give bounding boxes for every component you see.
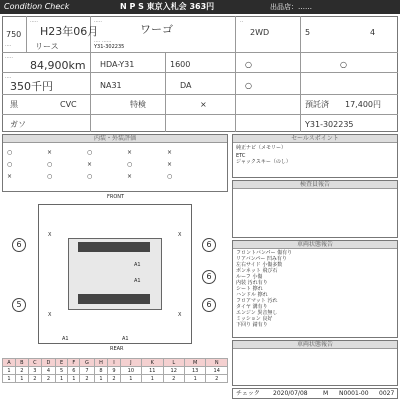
table-header-cell: G bbox=[80, 359, 94, 367]
divider bbox=[26, 16, 27, 52]
table-cell: 6 bbox=[68, 367, 80, 375]
table-cell: 1 bbox=[184, 375, 205, 383]
score-body bbox=[3, 359, 228, 383]
table-cell: 1 bbox=[142, 375, 163, 383]
year-label: ..... bbox=[30, 18, 38, 24]
table-cell: 2 bbox=[80, 375, 94, 383]
table-row bbox=[3, 375, 228, 383]
equipment-2: ○ bbox=[340, 60, 347, 69]
damage-x: X bbox=[178, 232, 182, 238]
footer-serial: N0001-00 bbox=[339, 390, 369, 397]
condition-note: フロントバンパー 傷有り bbox=[236, 250, 293, 256]
seats: 5 bbox=[305, 28, 311, 37]
table-cell: 1 bbox=[120, 375, 141, 383]
table-header-cell: I bbox=[108, 359, 120, 367]
chassis-label: .... ...... bbox=[94, 38, 112, 44]
sales-point-box bbox=[232, 134, 398, 178]
footer bbox=[232, 388, 398, 399]
divider bbox=[165, 52, 166, 132]
report-header bbox=[0, 0, 400, 14]
footer-number: 0027 bbox=[379, 390, 395, 397]
grid-row bbox=[7, 149, 207, 156]
table-cell: 8 bbox=[94, 367, 108, 375]
condition-note: 下回り 錆有り bbox=[236, 322, 268, 328]
table-header bbox=[3, 359, 228, 367]
grid-cell: × bbox=[167, 149, 173, 156]
grade: リース bbox=[35, 42, 59, 51]
grid-cell: ○ bbox=[87, 173, 93, 180]
table-cell: 2 bbox=[163, 375, 184, 383]
condition-note: タイヤ 溝有り bbox=[236, 304, 268, 310]
front-label: FRONT bbox=[107, 194, 125, 200]
damage-code: A1 bbox=[62, 336, 69, 342]
footer-label: チェック bbox=[236, 390, 260, 397]
equipment-1: ○ bbox=[245, 60, 252, 69]
condition-box bbox=[232, 240, 398, 338]
table-header-cell: E bbox=[56, 359, 68, 367]
table-cell: 7 bbox=[80, 367, 94, 375]
mileage-label: ..... bbox=[5, 54, 13, 60]
table-cell: 2 bbox=[28, 375, 41, 383]
table-header-cell: M bbox=[184, 359, 205, 367]
extra-title: 車両状態報告 bbox=[233, 341, 397, 349]
table-header-cell: C bbox=[28, 359, 41, 367]
header-left: Condition Check bbox=[4, 2, 70, 11]
table-header-cell: N bbox=[206, 359, 228, 367]
grid-cell: × bbox=[127, 149, 133, 156]
table-header-cell: H bbox=[94, 359, 108, 367]
chassis-code: Y31-302235 bbox=[94, 44, 125, 50]
table-cell: 10 bbox=[120, 367, 141, 375]
model-name: ワーゴ bbox=[140, 23, 173, 36]
color: 黒 bbox=[10, 100, 18, 109]
footer-date: 2020/07/08 bbox=[273, 390, 308, 397]
table-header-cell: B bbox=[15, 359, 28, 367]
table-cell: 1 bbox=[68, 375, 80, 383]
start-price: 350千円 bbox=[10, 80, 53, 93]
condition-note: 内装 汚れ有り bbox=[236, 280, 268, 286]
rear-window bbox=[78, 294, 150, 304]
spare-tire: 6 bbox=[202, 270, 216, 284]
table-cell: 2 bbox=[108, 375, 120, 383]
tire-rear-left: 5 bbox=[12, 298, 26, 312]
table-header-cell: L bbox=[163, 359, 184, 367]
table-cell: 14 bbox=[206, 367, 228, 375]
condition-note: ボンネット 飛び石 bbox=[236, 268, 278, 274]
table-cell: 5 bbox=[56, 367, 68, 375]
inspection: 特検 bbox=[130, 100, 146, 109]
condition-note: ハンドル 擦れ bbox=[236, 292, 268, 298]
equipment-grid bbox=[2, 134, 228, 192]
sales-note: ジャックスキー（のし） bbox=[236, 159, 291, 165]
grid-cell: ○ bbox=[47, 161, 53, 168]
footer-code: M bbox=[323, 390, 329, 397]
grid-cell: × bbox=[47, 149, 53, 156]
table-cell: 3 bbox=[28, 367, 41, 375]
windshield bbox=[78, 242, 150, 252]
type-code: HDA-Y31 bbox=[100, 60, 135, 69]
divider bbox=[2, 52, 398, 53]
rear-label: REAR bbox=[110, 346, 124, 352]
mileage: 84,900km bbox=[30, 59, 86, 72]
grid-cell: × bbox=[127, 173, 133, 180]
table-header-cell: J bbox=[120, 359, 141, 367]
start-price-label: .... bbox=[5, 74, 12, 80]
grid-cell: ○ bbox=[87, 149, 93, 156]
divider bbox=[2, 114, 398, 115]
grid-cell: ○ bbox=[127, 161, 133, 168]
chassis-number: Y31-302235 bbox=[305, 120, 354, 129]
table-cell: 4 bbox=[41, 367, 55, 375]
grid-title: 内装・外装評価 bbox=[3, 135, 227, 143]
damage-code: A1 bbox=[122, 336, 129, 342]
inspector-title: 検査員報告 bbox=[233, 181, 397, 189]
damage-x: X bbox=[178, 312, 182, 318]
table-row bbox=[3, 367, 228, 375]
sales-note: 純正ナビ（メモリー） bbox=[236, 145, 287, 151]
car-diagram bbox=[2, 194, 228, 354]
damage-code: A1 bbox=[134, 278, 141, 284]
table-header-cell: A bbox=[3, 359, 16, 367]
table-cell: 1 bbox=[3, 375, 16, 383]
model-label: ..... bbox=[94, 18, 102, 24]
grid-cell: × bbox=[7, 173, 13, 180]
condition-note: シート 擦れ bbox=[236, 286, 263, 292]
condition-note: リアバンパー 凹み有り bbox=[236, 256, 287, 262]
condition-note: エンジン 異音無し bbox=[236, 310, 278, 316]
fuel: ガソ bbox=[10, 120, 26, 129]
grid-row bbox=[7, 161, 207, 168]
damage-x: X bbox=[48, 312, 52, 318]
header-seller: 出品店：…… bbox=[270, 3, 312, 11]
lot-number: 750 bbox=[6, 30, 22, 39]
displacement: 1600 bbox=[170, 60, 191, 69]
misc-1: DA bbox=[180, 81, 192, 90]
recycle-fee: 17,400円 bbox=[345, 100, 381, 109]
sales-point-title: セールスポイント bbox=[233, 135, 397, 143]
table-cell: 1 bbox=[3, 367, 16, 375]
condition-list bbox=[233, 249, 397, 329]
condition-note: 左右サイド 小傷多数 bbox=[236, 262, 283, 268]
grid-row bbox=[7, 173, 207, 180]
table-cell: 12 bbox=[163, 367, 184, 375]
header-title: N P S 東京入札会 363円 bbox=[120, 2, 215, 11]
tire-rear-right: 6 bbox=[202, 298, 216, 312]
extra-box bbox=[232, 340, 398, 386]
condition-title: 車両状態報告 bbox=[233, 241, 397, 249]
sales-note: ETC bbox=[236, 153, 246, 159]
navi: ○ bbox=[245, 81, 252, 90]
model-code: NA31 bbox=[100, 81, 122, 90]
divider bbox=[300, 16, 301, 132]
table-cell: 9 bbox=[108, 367, 120, 375]
table-cell: 11 bbox=[142, 367, 163, 375]
table-header-cell: K bbox=[142, 359, 163, 367]
condition-note: ミッション 良好 bbox=[236, 316, 273, 322]
tire-front-left: 6 bbox=[12, 238, 26, 252]
table-header-cell: F bbox=[68, 359, 80, 367]
shift: CVC bbox=[60, 100, 77, 109]
inspector-box bbox=[232, 180, 398, 238]
tire-front-right: 6 bbox=[202, 238, 216, 252]
table-header-cell: D bbox=[41, 359, 55, 367]
grid-cell: ○ bbox=[47, 173, 53, 180]
doors-label: .. bbox=[240, 18, 244, 24]
table-cell: 2 bbox=[41, 375, 55, 383]
damage-code: A1 bbox=[134, 262, 141, 268]
condition-note: ルーフ 小傷 bbox=[236, 274, 263, 280]
divider bbox=[2, 72, 398, 73]
condition-note: フロアマット 汚れ bbox=[236, 298, 278, 304]
model-year: H23年06月 bbox=[40, 25, 99, 38]
table-cell: 2 bbox=[206, 375, 228, 383]
grid-cell: × bbox=[87, 161, 93, 168]
divider bbox=[235, 16, 236, 132]
table-cell: 1 bbox=[15, 375, 28, 383]
doors: 4 bbox=[370, 28, 376, 37]
note-x: × bbox=[200, 100, 207, 109]
grid-cell: ○ bbox=[7, 149, 13, 156]
recycle-status: 預託済 bbox=[305, 100, 329, 109]
table-cell: 2 bbox=[15, 367, 28, 375]
grid-cell: ○ bbox=[167, 173, 173, 180]
divider bbox=[2, 94, 398, 95]
table-cell: 1 bbox=[56, 375, 68, 383]
grid-cell: × bbox=[167, 161, 173, 168]
price-label: 2WD bbox=[250, 28, 270, 37]
table-cell: 13 bbox=[184, 367, 205, 375]
score-table bbox=[2, 358, 228, 383]
table-cell: 1 bbox=[94, 375, 108, 383]
damage-x: X bbox=[48, 232, 52, 238]
grid-cell: ○ bbox=[7, 161, 13, 168]
grade-label: .... bbox=[5, 42, 12, 48]
